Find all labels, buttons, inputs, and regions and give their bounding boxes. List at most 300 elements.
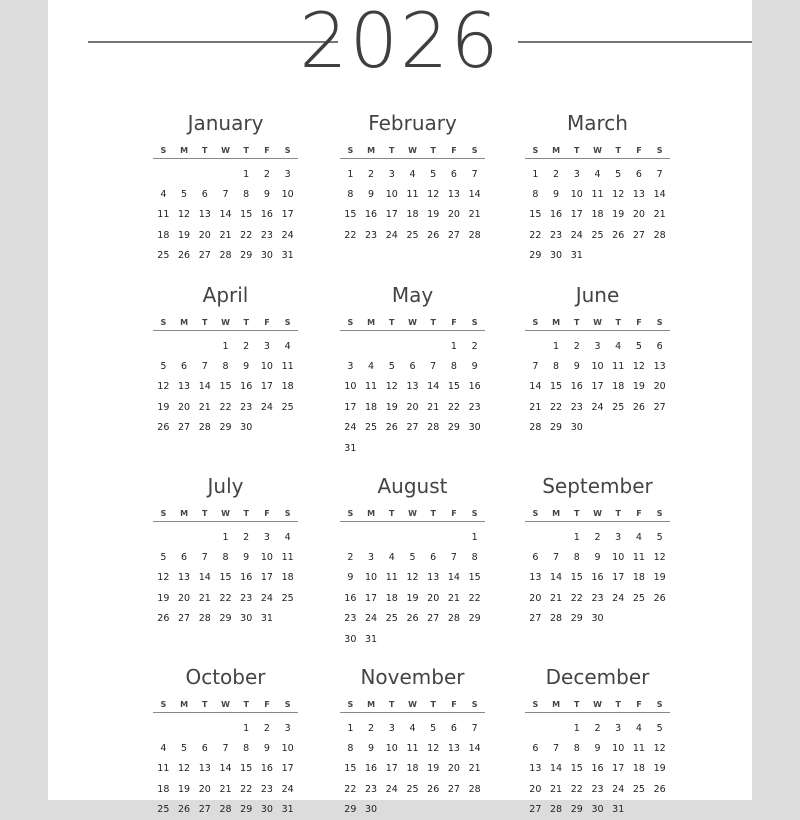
- day-cell: 1: [347, 168, 354, 180]
- day-cell: 5: [656, 722, 663, 734]
- day-cell: 3: [263, 531, 270, 543]
- weekday-header: [153, 146, 298, 159]
- day-cell: 27: [198, 250, 211, 262]
- month-may: [340, 280, 485, 458]
- weekday-label: T: [202, 318, 208, 327]
- weekday-label: T: [430, 318, 436, 327]
- day-cell: 19: [612, 209, 625, 221]
- weekday-label: T: [389, 146, 395, 155]
- day-cell: 21: [427, 401, 440, 413]
- day-cell: 20: [529, 592, 542, 604]
- day-cell: 20: [529, 783, 542, 795]
- weekday-label: S: [532, 700, 539, 709]
- day-cell: 4: [388, 552, 395, 564]
- day-cell: 29: [219, 613, 232, 625]
- day-cell: 20: [198, 229, 211, 241]
- day-cell: 20: [178, 592, 191, 604]
- day-cell: 21: [653, 209, 666, 221]
- day-cell: 26: [385, 422, 398, 434]
- day-cell: 19: [427, 209, 440, 221]
- day-cell: 15: [344, 763, 357, 775]
- day-cell: 7: [471, 168, 478, 180]
- weekday-label: S: [160, 318, 167, 327]
- weekday-label: S: [284, 700, 291, 709]
- weekday-label: T: [615, 318, 621, 327]
- day-cell: 17: [260, 381, 273, 393]
- day-cell: 11: [281, 361, 294, 373]
- day-cell: 6: [635, 168, 642, 180]
- day-cell: 15: [344, 209, 357, 221]
- day-cell: 29: [529, 250, 542, 262]
- weekday-label: T: [430, 700, 436, 709]
- month-february: [340, 108, 485, 246]
- weekday-label: T: [430, 509, 436, 518]
- day-cell: 9: [243, 361, 250, 373]
- day-cell: 30: [365, 804, 378, 816]
- day-cell: 24: [570, 229, 583, 241]
- day-cell: 31: [365, 633, 378, 645]
- month-name: June: [575, 283, 620, 307]
- day-cell: 13: [653, 361, 666, 373]
- weekday-header: [340, 146, 485, 159]
- day-cell: 17: [570, 209, 583, 221]
- day-cell: 16: [344, 592, 357, 604]
- weekday-label: W: [593, 700, 602, 709]
- day-cell: 11: [406, 743, 419, 755]
- day-cell: 21: [468, 763, 481, 775]
- day-cell: 8: [347, 189, 354, 201]
- day-cell: 19: [653, 572, 666, 584]
- day-cell: 8: [471, 552, 478, 564]
- day-cell: 28: [219, 250, 232, 262]
- day-cell: 28: [447, 613, 460, 625]
- weekday-header: [525, 700, 670, 713]
- day-cell: 5: [160, 552, 167, 564]
- day-cell: 15: [550, 381, 563, 393]
- day-cell: 11: [632, 743, 645, 755]
- weekday-label: S: [284, 146, 291, 155]
- day-cell: 8: [532, 189, 539, 201]
- day-cell: 25: [632, 592, 645, 604]
- day-cell: 17: [365, 592, 378, 604]
- day-cell: 12: [385, 381, 398, 393]
- day-cell: 14: [550, 763, 563, 775]
- day-cell: 2: [594, 722, 601, 734]
- month-august: [340, 471, 485, 649]
- day-cell: 12: [157, 572, 170, 584]
- day-cell: 12: [178, 209, 191, 221]
- day-cell: 3: [347, 361, 354, 373]
- day-cell: 16: [240, 572, 253, 584]
- day-cell: 30: [591, 613, 604, 625]
- day-cell: 16: [468, 381, 481, 393]
- day-cell: 9: [471, 361, 478, 373]
- weekday-label: S: [347, 318, 354, 327]
- weekday-label: M: [180, 700, 189, 709]
- day-cell: 29: [344, 804, 357, 816]
- day-cell: 22: [550, 401, 563, 413]
- day-grid: [340, 336, 485, 458]
- day-cell: 17: [612, 763, 625, 775]
- day-cell: 7: [532, 361, 539, 373]
- day-cell: 20: [632, 209, 645, 221]
- day-cell: 22: [219, 401, 232, 413]
- day-cell: 30: [260, 804, 273, 816]
- day-cell: 26: [406, 613, 419, 625]
- day-cell: 4: [284, 340, 291, 352]
- weekday-label: S: [532, 146, 539, 155]
- day-cell: 15: [570, 572, 583, 584]
- day-cell: 19: [157, 401, 170, 413]
- weekday-header: [525, 318, 670, 331]
- day-cell: 21: [550, 592, 563, 604]
- day-cell: 24: [260, 401, 273, 413]
- day-cell: 23: [344, 613, 357, 625]
- weekday-label: W: [408, 700, 417, 709]
- day-grid: [153, 164, 298, 266]
- weekday-label: T: [243, 318, 249, 327]
- day-cell: 18: [365, 401, 378, 413]
- day-cell: 20: [427, 592, 440, 604]
- weekday-label: S: [471, 509, 478, 518]
- weekday-label: S: [656, 700, 663, 709]
- day-cell: 18: [406, 763, 419, 775]
- weekday-label: S: [471, 318, 478, 327]
- day-cell: 2: [594, 531, 601, 543]
- day-cell: 28: [198, 613, 211, 625]
- day-cell: 18: [406, 209, 419, 221]
- day-cell: 22: [240, 229, 253, 241]
- day-cell: 24: [612, 783, 625, 795]
- day-cell: 26: [427, 783, 440, 795]
- day-cell: 27: [632, 229, 645, 241]
- weekday-header: [340, 509, 485, 522]
- day-cell: 16: [570, 381, 583, 393]
- day-cell: 19: [406, 592, 419, 604]
- day-cell: 13: [529, 763, 542, 775]
- day-cell: 2: [368, 168, 375, 180]
- day-cell: 26: [653, 783, 666, 795]
- weekday-header: [525, 509, 670, 522]
- day-cell: 27: [447, 229, 460, 241]
- day-cell: 13: [427, 572, 440, 584]
- day-cell: 23: [260, 783, 273, 795]
- weekday-label: S: [347, 146, 354, 155]
- weekday-label: F: [264, 700, 270, 709]
- day-cell: 12: [653, 552, 666, 564]
- day-cell: 4: [409, 168, 416, 180]
- weekday-label: W: [221, 509, 230, 518]
- weekday-label: T: [243, 700, 249, 709]
- day-cell: 18: [632, 763, 645, 775]
- day-cell: 3: [284, 168, 291, 180]
- weekday-label: S: [471, 146, 478, 155]
- day-cell: 14: [447, 572, 460, 584]
- day-cell: 3: [368, 552, 375, 564]
- day-cell: 14: [529, 381, 542, 393]
- day-cell: 8: [553, 361, 560, 373]
- month-name: November: [360, 665, 465, 689]
- day-cell: 21: [529, 401, 542, 413]
- day-cell: 12: [653, 743, 666, 755]
- day-cell: 1: [243, 168, 250, 180]
- day-cell: 6: [450, 722, 457, 734]
- weekday-label: F: [636, 700, 642, 709]
- day-cell: 11: [612, 361, 625, 373]
- day-cell: 10: [385, 743, 398, 755]
- day-cell: 27: [427, 613, 440, 625]
- day-cell: 30: [570, 422, 583, 434]
- day-cell: 9: [243, 552, 250, 564]
- day-cell: 4: [160, 743, 167, 755]
- day-cell: 11: [385, 572, 398, 584]
- weekday-label: W: [408, 509, 417, 518]
- day-cell: 3: [594, 340, 601, 352]
- day-cell: 24: [591, 401, 604, 413]
- day-cell: 25: [632, 783, 645, 795]
- weekday-label: T: [243, 509, 249, 518]
- day-cell: 2: [243, 340, 250, 352]
- day-cell: 12: [632, 361, 645, 373]
- weekday-label: W: [593, 146, 602, 155]
- weekday-label: W: [408, 318, 417, 327]
- month-january: [153, 108, 298, 266]
- day-cell: 11: [591, 189, 604, 201]
- day-cell: 3: [573, 168, 580, 180]
- day-cell: 10: [281, 189, 294, 201]
- day-cell: 24: [385, 229, 398, 241]
- day-cell: 26: [178, 250, 191, 262]
- day-cell: 10: [260, 552, 273, 564]
- day-cell: 25: [385, 613, 398, 625]
- weekday-label: S: [656, 318, 663, 327]
- day-cell: 21: [219, 229, 232, 241]
- day-cell: 5: [181, 189, 188, 201]
- day-cell: 25: [365, 422, 378, 434]
- day-cell: 6: [409, 361, 416, 373]
- day-cell: 8: [573, 552, 580, 564]
- day-grid: [340, 164, 485, 246]
- day-cell: 15: [529, 209, 542, 221]
- day-cell: 11: [632, 552, 645, 564]
- day-cell: 7: [430, 361, 437, 373]
- day-cell: 29: [240, 804, 253, 816]
- day-cell: 3: [615, 722, 622, 734]
- weekday-label: M: [180, 318, 189, 327]
- weekday-label: W: [221, 146, 230, 155]
- day-cell: 29: [550, 422, 563, 434]
- month-name: September: [542, 474, 653, 498]
- month-name: March: [567, 111, 628, 135]
- day-cell: 15: [240, 209, 253, 221]
- day-cell: 1: [450, 340, 457, 352]
- day-cell: 30: [240, 613, 253, 625]
- day-cell: 9: [368, 189, 375, 201]
- day-cell: 11: [365, 381, 378, 393]
- day-cell: 26: [612, 229, 625, 241]
- day-cell: 17: [612, 572, 625, 584]
- weekday-header: [340, 318, 485, 331]
- weekday-label: S: [160, 509, 167, 518]
- day-cell: 10: [612, 552, 625, 564]
- day-cell: 28: [550, 613, 563, 625]
- day-cell: 21: [198, 401, 211, 413]
- day-cell: 23: [240, 592, 253, 604]
- day-cell: 24: [281, 783, 294, 795]
- day-cell: 27: [529, 804, 542, 816]
- day-cell: 26: [157, 422, 170, 434]
- day-cell: 21: [447, 592, 460, 604]
- day-cell: 28: [219, 804, 232, 816]
- day-cell: 16: [591, 763, 604, 775]
- day-cell: 24: [612, 592, 625, 604]
- day-cell: 1: [532, 168, 539, 180]
- day-cell: 5: [160, 361, 167, 373]
- day-cell: 29: [570, 613, 583, 625]
- day-grid: [525, 164, 670, 266]
- day-cell: 25: [281, 592, 294, 604]
- weekday-label: T: [389, 318, 395, 327]
- day-cell: 9: [263, 189, 270, 201]
- weekday-label: M: [180, 146, 189, 155]
- day-cell: 23: [550, 229, 563, 241]
- day-cell: 6: [532, 552, 539, 564]
- month-june: [525, 280, 670, 438]
- weekday-label: S: [532, 509, 539, 518]
- day-cell: 8: [573, 743, 580, 755]
- month-april: [153, 280, 298, 438]
- day-cell: 8: [222, 552, 229, 564]
- day-cell: 14: [427, 381, 440, 393]
- day-cell: 4: [160, 189, 167, 201]
- day-cell: 30: [344, 633, 357, 645]
- day-cell: 8: [243, 189, 250, 201]
- day-cell: 2: [347, 552, 354, 564]
- month-name: February: [368, 111, 457, 135]
- month-december: [525, 662, 670, 820]
- day-cell: 13: [447, 743, 460, 755]
- day-cell: 8: [450, 361, 457, 373]
- day-cell: 3: [615, 531, 622, 543]
- day-cell: 29: [447, 422, 460, 434]
- day-cell: 2: [368, 722, 375, 734]
- weekday-label: S: [656, 509, 663, 518]
- month-name: January: [187, 111, 264, 135]
- day-cell: 26: [157, 613, 170, 625]
- weekday-header: [153, 318, 298, 331]
- day-cell: 24: [385, 783, 398, 795]
- day-cell: 24: [365, 613, 378, 625]
- day-cell: 5: [181, 743, 188, 755]
- day-cell: 15: [447, 381, 460, 393]
- weekday-label: F: [451, 146, 457, 155]
- day-cell: 16: [365, 763, 378, 775]
- day-cell: 13: [178, 381, 191, 393]
- weekday-label: W: [593, 318, 602, 327]
- day-grid: [525, 718, 670, 820]
- day-cell: 27: [447, 783, 460, 795]
- day-cell: 20: [447, 763, 460, 775]
- day-cell: 15: [468, 572, 481, 584]
- day-cell: 26: [178, 804, 191, 816]
- day-grid: [525, 527, 670, 629]
- day-cell: 1: [471, 531, 478, 543]
- day-cell: 26: [427, 229, 440, 241]
- weekday-header: [153, 509, 298, 522]
- weekday-label: M: [367, 509, 376, 518]
- day-cell: 23: [260, 229, 273, 241]
- day-cell: 5: [409, 552, 416, 564]
- day-cell: 17: [344, 401, 357, 413]
- weekday-label: S: [532, 318, 539, 327]
- day-cell: 6: [201, 189, 208, 201]
- weekday-label: S: [471, 700, 478, 709]
- day-cell: 22: [219, 592, 232, 604]
- weekday-label: F: [636, 318, 642, 327]
- day-cell: 10: [591, 361, 604, 373]
- day-cell: 4: [284, 531, 291, 543]
- day-cell: 23: [570, 401, 583, 413]
- day-cell: 6: [201, 743, 208, 755]
- weekday-label: M: [552, 318, 561, 327]
- day-cell: 7: [553, 552, 560, 564]
- weekday-label: T: [430, 146, 436, 155]
- day-cell: 31: [281, 804, 294, 816]
- day-cell: 1: [347, 722, 354, 734]
- day-cell: 6: [430, 552, 437, 564]
- day-cell: 28: [550, 804, 563, 816]
- day-cell: 6: [532, 743, 539, 755]
- day-cell: 4: [594, 168, 601, 180]
- day-cell: 22: [570, 783, 583, 795]
- day-cell: 23: [240, 401, 253, 413]
- weekday-label: T: [574, 700, 580, 709]
- day-cell: 26: [632, 401, 645, 413]
- month-name: October: [185, 665, 266, 689]
- day-cell: 10: [570, 189, 583, 201]
- day-cell: 1: [573, 722, 580, 734]
- weekday-label: M: [552, 700, 561, 709]
- day-cell: 21: [219, 783, 232, 795]
- weekday-label: T: [615, 700, 621, 709]
- day-cell: 19: [632, 381, 645, 393]
- day-cell: 16: [591, 572, 604, 584]
- day-cell: 29: [219, 422, 232, 434]
- day-grid: [525, 336, 670, 438]
- weekday-label: M: [367, 700, 376, 709]
- day-cell: 27: [653, 401, 666, 413]
- day-cell: 31: [570, 250, 583, 262]
- day-cell: 17: [385, 209, 398, 221]
- day-cell: 14: [550, 572, 563, 584]
- day-cell: 22: [468, 592, 481, 604]
- day-cell: 12: [427, 743, 440, 755]
- day-cell: 17: [260, 572, 273, 584]
- day-cell: 5: [635, 340, 642, 352]
- day-cell: 21: [550, 783, 563, 795]
- weekday-label: W: [221, 318, 230, 327]
- month-name: December: [545, 665, 650, 689]
- month-march: [525, 108, 670, 266]
- day-cell: 24: [260, 592, 273, 604]
- weekday-label: M: [367, 146, 376, 155]
- weekday-label: S: [284, 318, 291, 327]
- day-cell: 12: [612, 189, 625, 201]
- day-cell: 18: [612, 381, 625, 393]
- day-cell: 16: [240, 381, 253, 393]
- day-cell: 5: [388, 361, 395, 373]
- day-grid: [153, 718, 298, 820]
